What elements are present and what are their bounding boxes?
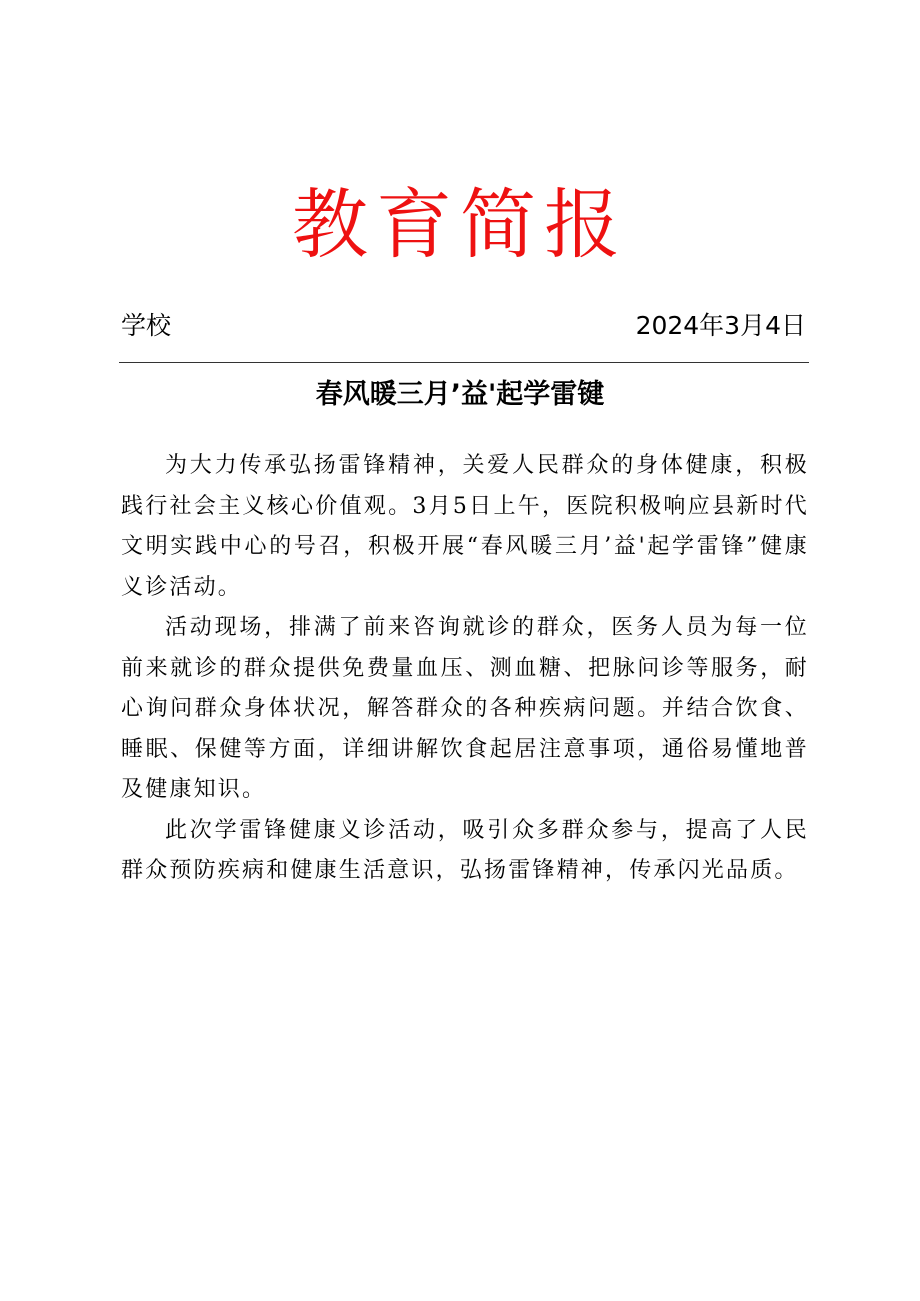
school-label: 学校 (121, 311, 172, 340)
article-paragraph-2: 活动现场，排满了前来咨询就诊的群众，医务人员为每一位前来就诊的群众提供免费量血压、测血糖、把脉问诊等服务，耐心询问群众身体状况，解答群众的各种疾病问题。并结合饮食、睡眠、保健等方面，详细讲解饮食起居注意事项，通俗易懂地普及健康知识。 (121, 615, 809, 802)
header-divider (119, 362, 809, 363)
meta-row (121, 306, 806, 346)
masthead-title: 教育简报 (292, 180, 628, 269)
article-paragraph-3: 此次学雷锋健康义诊活动，吸引众多群众参与，提高了人民群众预防疾病和健康生活意识，弘扬雷锋精神，传承闪光品质。 (121, 817, 809, 883)
article-headline: 春风暖三月’益'起学雷键 (315, 379, 605, 410)
article-paragraph-1: 为大力传承弘扬雷锋精神，关爱人民群众的身体健康，积极践行社会主义核心价值观。3月5日上午，医院积极响应县新时代文明实践中心的号召，积极开展“春风暖三月’益'起学雷锋”健康义诊活动。 (121, 453, 809, 600)
issue-date: 2024年3月4日 (635, 311, 806, 340)
article-body (121, 446, 809, 892)
